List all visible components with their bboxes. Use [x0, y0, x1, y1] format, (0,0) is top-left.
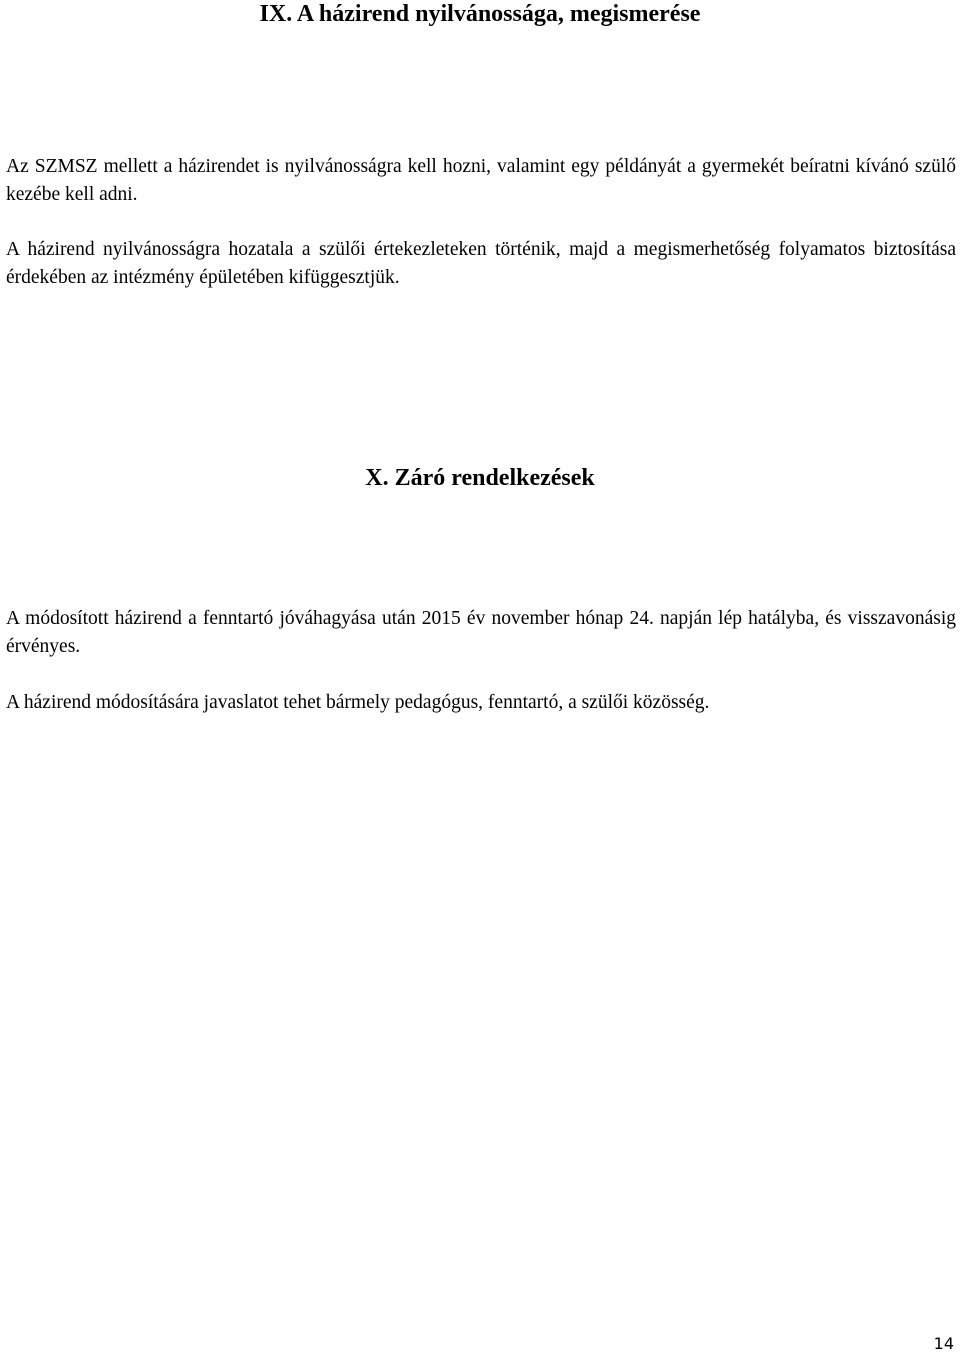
paragraph-szmsz-publicity: Az SZMSZ mellett a házirendet is nyilvánosságra kell hozni, valamint egy példányát a gyermekét beíratni kívánó szülő kezébe kell adni. [6, 156, 956, 205]
paragraph-publication-method: A házirend nyilvánosságra hozatala a szülői értekezleteken történik, majd a megismerhetőség folyamatos biztosítása érdekében az intézmény épületében kifüggesztjük. [6, 239, 956, 288]
section-heading-ix: IX. A házirend nyilvánossága, megismerése [259, 1, 701, 27]
paragraph-amendment-proposal: A házirend módosítására javaslatot tehet bármely pedagógus, fenntartó, a szülői közösség. [6, 692, 710, 713]
page-number: 14 [933, 1334, 954, 1353]
paragraph-effective-date: A módosított házirend a fenntartó jóváhagyása után 2015 év november hónap 24. napján lép hatályba, és visszavonásig érvényes. [6, 608, 956, 657]
section-heading-x: X. Záró rendelkezések [365, 465, 595, 491]
